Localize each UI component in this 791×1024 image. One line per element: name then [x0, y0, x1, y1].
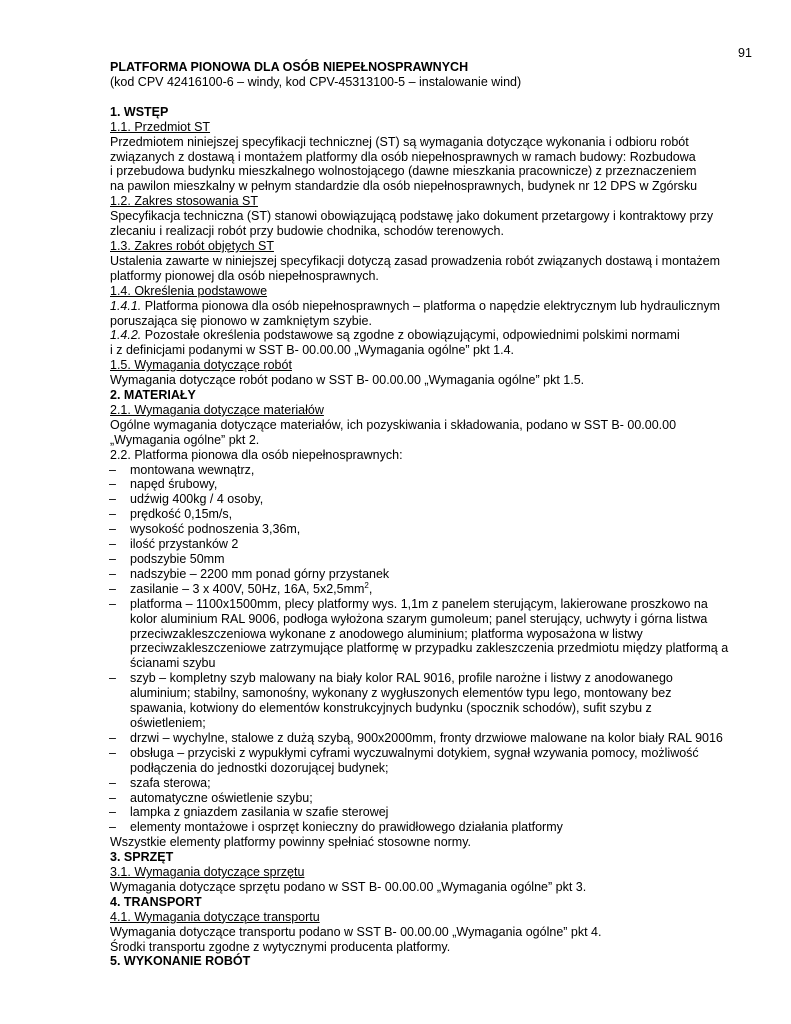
dash-bullet: –: [109, 492, 116, 507]
list-item: – platforma – 1100x1500mm, plecy platformy wys. 1,1m z panelem sterującym, lakierowane proszkowo na kolor aluminium RAL 9006, podłoga wyłożona szarym gumoleum; panel sterujący, uchwyty i górna listwa przeciwzakleszczeniowa wykonane z anodowego aluminium; platforma wyposażona w listwy przeciwzakleszczeniowe zatrzymujące platformę w przypadku zakleszczenia przedmiotu między platformą a ścianami szybu: [109, 596, 729, 671]
dash-bullet: –: [109, 477, 116, 492]
section-5-heading: 5. WYKONANIE ROBÓT: [110, 954, 251, 969]
paragraph-line: platformy pionowej dla osób niepełnosprawnych.: [110, 268, 379, 283]
section-1-2-heading: 1.2. Zakres stosowania ST: [110, 194, 258, 209]
dash-bullet: –: [109, 790, 116, 805]
paragraph-line: związanych z dostawą i montażem platformy dla osób niepełnosprawnych w ramach budowy: Rozbudowa: [110, 149, 696, 164]
list-item: – drzwi – wychylne, stalowe z dużą szybą, 900x2000mm, fronty drzwiowe malowane na kolor biały RAL 9016: [109, 730, 723, 745]
paragraph-line: Wymagania dotyczące sprzętu podano w SST B- 00.00.00 „Wymagania ogólne” pkt 3.: [110, 879, 587, 894]
dash-bullet: –: [109, 730, 116, 745]
list-item: – elementy montażowe i osprzęt konieczny do prawidłowego działania platformy: [109, 820, 563, 835]
dash-bullet: –: [109, 805, 116, 820]
dash-bullet: –: [109, 671, 116, 686]
section-1-heading: 1. WSTĘP: [110, 104, 169, 119]
paragraph-line: Wymagania dotyczące robót podano w SST B- 00.00.00 „Wymagania ogólne” pkt 1.5.: [110, 373, 585, 388]
dash-bullet: –: [109, 566, 116, 581]
clause-text: Platforma pionowa dla osób niepełnosprawnych – platforma o napędzie elektrycznym lub hydraulicznym: [141, 298, 721, 313]
list-item: – zasilanie – 3 x 400V, 50Hz, 16A, $5x2,5mm^2$,: [109, 580, 373, 596]
list-item: – podszybie 50mm: [109, 552, 225, 566]
dash-bullet: –: [109, 552, 116, 566]
section-2-heading: 2. MATERIAŁY: [110, 388, 196, 403]
dash-bullet: –: [109, 462, 116, 477]
section-1-4-heading: 1.4. Określenia podstawowe: [110, 283, 268, 298]
section-2-2-heading: 2.2. Platforma pionowa dla osób niepełnosprawnych:: [110, 447, 403, 462]
section-1-1-heading: 1.1. Przedmiot ST: [110, 119, 211, 134]
list-item: – lampka z gniazdem zasilania w szafie sterowej: [109, 805, 389, 820]
paragraph-line: i przebudowa budynku mieszkalnego wolnostojącego (dawne mieszkania pracownicze) z przeznaczeniem: [110, 164, 697, 179]
section-4-heading: 4. TRANSPORT: [110, 894, 202, 909]
list-item: – prędkość 0,15m/s,: [109, 507, 233, 522]
paragraph-line: Ogólne wymagania dotyczące materiałów, ich pozyskiwania i składowania, podano w SST B- 00.00.00: [110, 417, 677, 432]
list-item: – ilość przystanków 2: [109, 537, 239, 552]
dash-bullet: –: [109, 522, 116, 537]
section-3-heading: 3. SPRZĘT: [110, 850, 174, 865]
section-1-3-heading: 1.3. Zakres robót objętych ST: [110, 238, 274, 253]
paragraph-line: Ustalenia zawarte w niniejszej specyfikacji dotyczą zasad prowadzenia robót związanych dostawą i montażem: [110, 253, 721, 268]
list-item: – szyb – kompletny szyb malowany na biały kolor RAL 9016, profile narożne i listwy z anodowanego aluminium; stabilny, samonośny, wykonany z wygłuszonych elementów typu lego, montowany bez spawania, kotwiony do elementów konstrukcyjnych budynku (spocznik schodów), sufit szybu z oświetleniem;: [109, 671, 673, 730]
section-4-1-heading: 4.1. Wymagania dotyczące transportu: [110, 909, 320, 924]
dash-bullet: –: [109, 537, 116, 552]
paragraph-line: [110, 328, 770, 343]
dash-bullet: –: [109, 581, 116, 596]
dash-bullet: –: [109, 596, 116, 611]
paragraph-line: „Wymagania ogólne” pkt 2.: [110, 432, 260, 447]
section-3-1-heading: 3.1. Wymagania dotyczące sprzętu: [110, 865, 305, 880]
paragraph-line: poruszająca się pionowo w zamkniętym szybie.: [110, 313, 372, 328]
document-title: PLATFORMA PIONOWA DLA OSÓB NIEPEŁNOSPRAWNYCH: [110, 60, 469, 74]
paragraph-line: Wszystkie elementy platformy powinny spełniać stosowne normy.: [110, 835, 472, 850]
list-item: – automatyczne oświetlenie szybu;: [109, 790, 313, 805]
dash-bullet: –: [109, 745, 116, 760]
clause-number: 1.4.1.: [110, 298, 142, 313]
list-item: – wysokość podnoszenia 3,36m,: [109, 522, 301, 537]
list-item: – montowana wewnątrz,: [109, 462, 255, 477]
page-number: 91: [738, 46, 752, 60]
list-item: – nadszybie – 2200 mm ponad górny przystanek: [109, 566, 390, 581]
document-subtitle: (kod CPV 42416100-6 – windy, kod CPV-45313100-5 – instalowanie wind): [110, 74, 522, 89]
list-item: – napęd śrubowy,: [109, 477, 218, 492]
section-1-5-heading: 1.5. Wymagania dotyczące robót: [110, 358, 292, 373]
list-item: – obsługa – przyciski z wypukłymi cyframi wyczuwalnymi dotykiem, sygnał wzywania pomocy, możliwość podłączenia do jednostki dozorującej budynek;: [109, 745, 699, 775]
paragraph-line: Środki transportu zgodne z wytycznymi producenta platformy.: [110, 939, 451, 954]
spec-list: [110, 463, 770, 836]
dash-bullet: –: [109, 775, 116, 790]
paragraph-line: na pawilon mieszkalny w pełnym standardzie dla osób niepełnosprawnych, budynek nr 12 DPS w Zgórsku: [110, 179, 698, 194]
clause-number: 1.4.2.: [110, 328, 142, 343]
paragraph-line: Wymagania dotyczące transportu podano w SST B- 00.00.00 „Wymagania ogólne” pkt 4.: [110, 924, 602, 939]
dash-bullet: –: [109, 507, 116, 522]
dash-bullet: –: [109, 820, 116, 835]
paragraph-line: Specyfikacja techniczna (ST) stanowi obowiązującą podstawę jako dokument przetargowy i kontraktowy przy: [110, 209, 714, 224]
list-item: – szafa sterowa;: [109, 775, 211, 790]
blank-line: [110, 90, 770, 105]
paragraph-line: [110, 299, 770, 314]
paragraph-line: Przedmiotem niniejszej specyfikacji technicznej (ST) są wymagania dotyczące wykonania i odbioru robót: [110, 134, 689, 149]
section-2-1-heading: 2.1. Wymagania dotyczące materiałów: [110, 402, 324, 417]
paragraph-line: i z definicjami podanymi w SST B- 00.00.00 „Wymagania ogólne” pkt 1.4.: [110, 343, 515, 358]
clause-text: Pozostałe określenia podstawowe są zgodne z obowiązującymi, odpowiednimi polskimi normami: [141, 328, 680, 343]
list-item: – udźwig 400kg / 4 osoby,: [109, 492, 264, 507]
paragraph-line: zlecaniu i realizacji robót przy budowie chodnika, schodów terenowych.: [110, 224, 504, 239]
document-body: [110, 60, 770, 969]
